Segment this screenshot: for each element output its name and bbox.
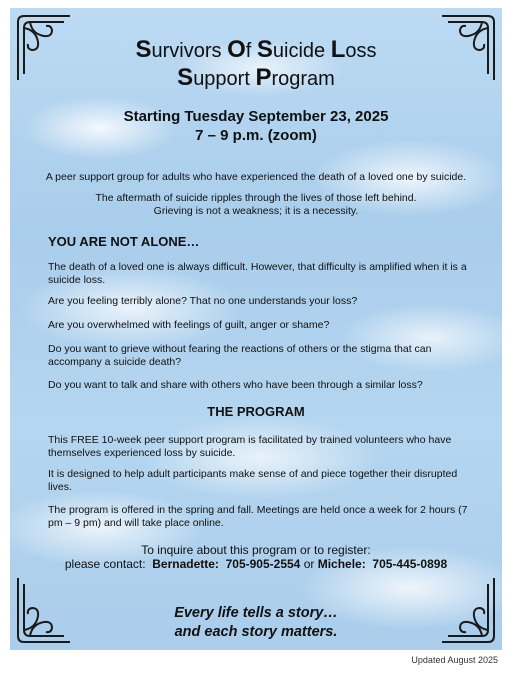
not-alone-paragraph: Do you want to grieve without fearing the reactions of others or the stigma that can accompany a suicide death? — [48, 343, 432, 368]
contact-joiner: or — [303, 557, 315, 571]
intro-line-2: The aftermath of suicide ripples through the lives of those left behind. — [95, 192, 417, 204]
not-alone-paragraph: The death of a loved one is always difficult. However, that difficulty is amplified when it is a suicide loss. — [48, 261, 467, 286]
contact-intro: To inquire about this program or to register: — [141, 543, 371, 557]
tagline-line-1: Every life tells a story… — [174, 605, 338, 621]
not-alone-paragraph: Are you overwhelmed with feelings of guilt, anger or shame? — [48, 319, 330, 331]
not-alone-paragraph: Do you want to talk and share with others who have been through a similar loss? — [48, 379, 423, 391]
contact-phone-michele[interactable]: 705-445-0898 — [372, 557, 448, 571]
program-paragraph: This FREE 10-week peer support program is facilitated by trained volunteers who have themselves experienced loss by suicide. — [48, 434, 452, 459]
program-paragraph: It is designed to help adult participants make sense of and piece together their disrupted lives. — [48, 468, 458, 493]
section-heading-not-alone: YOU ARE NOT ALONE… — [48, 234, 200, 249]
not-alone-paragraph: Are you feeling terribly alone? That no one understands your loss? — [48, 295, 358, 307]
contact-name-michele: Michele: — [317, 557, 366, 571]
contact-name-bernadette: Bernadette: — [152, 557, 219, 571]
contact-prefix: please contact: — [64, 557, 146, 571]
schedule-time: 7 – 9 p.m. (zoom) — [195, 127, 317, 144]
intro-line-3: Grieving is not a weakness; it is a necessity. — [153, 205, 359, 217]
page-title-line-1: Survivors Of Suicide Loss — [135, 36, 377, 63]
page-title-line-2: Support Program — [177, 64, 335, 91]
section-heading-program: THE PROGRAM — [207, 404, 305, 419]
contact-phone-bernadette[interactable]: 705-905-2554 — [225, 557, 301, 571]
updated-date: Updated August 2025 — [411, 655, 498, 665]
contact-details — [10, 557, 502, 572]
intro-line-1: A peer support group for adults who have experienced the death of a loved one by suicide. — [45, 171, 467, 183]
schedule-date: Starting Tuesday September 23, 2025 — [123, 108, 389, 125]
program-paragraph: The program is offered in the spring and fall. Meetings are held once a week for 2 hours (7 pm – 9 pm) and will take place online. — [48, 504, 468, 529]
flyer — [10, 8, 502, 650]
tagline-line-2: and each story matters. — [174, 624, 338, 640]
